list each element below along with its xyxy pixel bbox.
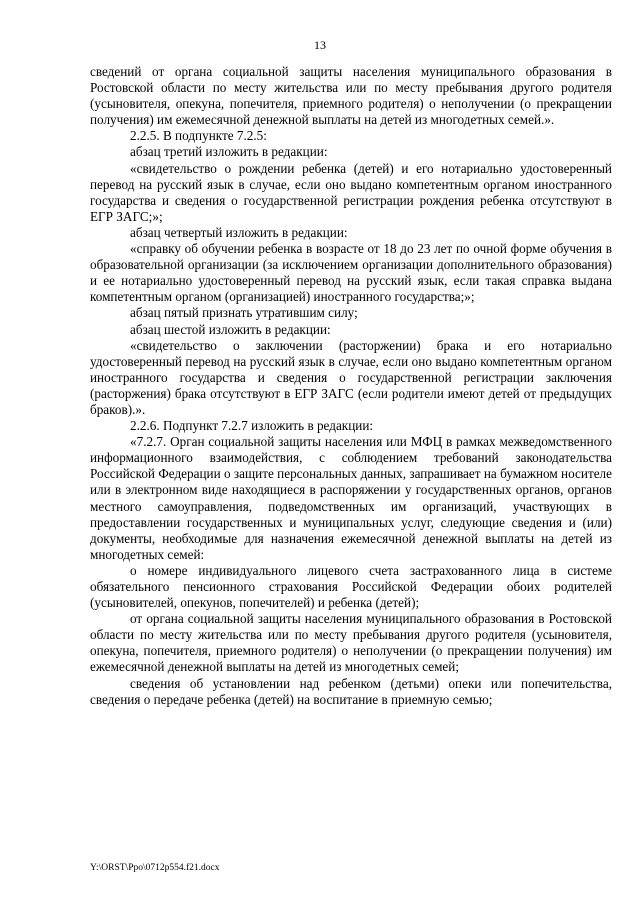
paragraph-continuation: сведений от органа социальной защиты населения муниципального образования в Ростовской области по месту жительства или по месту пребывания другого родителя (усыновителя, опекуна, попечителя, приемного родителя) о неполучении (о прекращении получения) им ежемесячной денежной выплаты на детей из многодетных семей.». [90, 64, 612, 128]
paragraph-other-parent: от органа социальной защиты населения муниципального образования в Ростовской области по месту жительства или по месту пребывания другого родителя (усыновителя, опекуна, попечителя, приемного родителя) о неполучении (о прекращении получения) им ежемесячной денежной выплаты на детей из многодетных семей; [90, 611, 612, 675]
paragraph-2-2-6-heading: 2.2.6. Подпункт 7.2.7 изложить в редакции: [130, 418, 374, 434]
paragraph-abzac-4: абзац четвертый изложить в редакции: [130, 224, 348, 240]
paragraph-7-2-7: «7.2.7. Орган социальной защиты населения или МФЦ в рамках межведомственного информационного взаимодействия, с соблюдением требований законодательства Российской Федерации о защите персональных данных, запрашивает на бумажном носителе или в электронном виде находящиеся в распоряжении у государственных органов, органов местного самоуправления, подведомственных им организаций, участвующих в предоставлении государственных и муниципальных услуг, следующие сведения и (или) документы, необходимые для назначения ежемесячной денежной выплаты на детей из многодетных семей: [90, 434, 612, 562]
paragraph-guardianship: сведения об установлении над ребенком (детьми) опеки или попечительства, сведения о передаче ребенка (детей) на воспитание в приемную семью; [90, 675, 612, 707]
file-path-footer: Y:\ORST\Ppo\0712p554.f21.docx [90, 863, 220, 873]
paragraph-snils: о номере индивидуального лицевого счета застрахованного лица в системе обязательного пенсионного страхования Российской Федерации обоих родителей (усыновителей, опекунов, попечителей) и ребенка (детей); [90, 562, 612, 611]
paragraph-birth-certificate: «свидетельство о рождении ребенка (детей) и его нотариально удостоверенный перевод на русский язык в случае, если оно выдано компетентным органом иностранного государства и сведения о государственной регистрации рождения ребенка отсутствуют в ЕГР ЗАГС;»; [90, 160, 612, 224]
document-body [90, 64, 612, 708]
page-number: 13 [314, 38, 326, 52]
paragraph-education-certificate: «справку об обучении ребенка в возрасте от 18 до 23 лет по очной форме обучения в образовательной организации (за исключением организации дополнительного образования) и ее нотариально удостоверенный перевод на русский язык, если такая справка выдана компетентным органом (организацией) иностранного государства;»; [90, 241, 612, 305]
paragraph-abzac-5: абзац пятый признать утратившим силу; [130, 305, 358, 321]
paragraph-marriage-certificate: «свидетельство о заключении (расторжении) брака и его нотариально удостоверенный перевод на русский язык в случае, если оно выдано компетентным органом иностранного государства и сведения о государственной регистрации заключения (расторжения) брака отсутствуют в ЕГР ЗАГС (если родители имеют детей от предыдущих браков).». [90, 337, 612, 417]
paragraph-2-2-5-heading: 2.2.5. В подпункте 7.2.5: [130, 128, 267, 144]
paragraph-abzac-6: абзац шестой изложить в редакции: [130, 321, 331, 337]
paragraph-abzac-3: абзац третий изложить в редакции: [130, 144, 328, 160]
